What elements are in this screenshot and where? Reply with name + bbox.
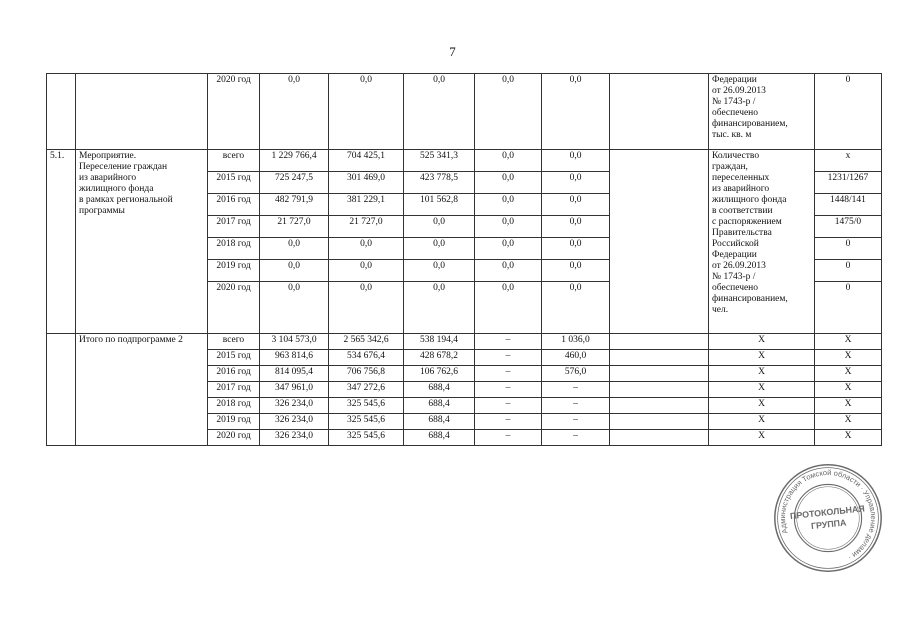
indicator-value-cell: 1448/141	[815, 194, 882, 216]
value-cell: 21 727,0	[260, 216, 329, 238]
value-cell: –	[542, 382, 610, 398]
value-cell: –	[542, 414, 610, 430]
value-cell: 688,4	[404, 398, 475, 414]
empty-cell	[610, 366, 709, 382]
year-cell: 2016 год	[208, 194, 260, 216]
budget-table	[46, 73, 882, 446]
value-cell: 0,0	[260, 238, 329, 260]
year-cell: 2018 год	[208, 398, 260, 414]
stamp-ring-text: Администрация Томской области · Управление делами ·	[778, 468, 878, 563]
indicator-value-cell: X	[815, 398, 882, 414]
table-row	[47, 74, 882, 150]
value-cell: 0,0	[542, 172, 610, 194]
value-cell: 325 545,6	[329, 414, 404, 430]
value-cell: 0,0	[404, 238, 475, 260]
indicator-value-cell: X	[815, 366, 882, 382]
value-cell: 381 229,1	[329, 194, 404, 216]
indicator-cell: X	[709, 366, 815, 382]
value-cell: 106 762,6	[404, 366, 475, 382]
indicator-cell: X	[709, 398, 815, 414]
value-cell: 2 565 342,6	[329, 334, 404, 350]
value-cell: 482 791,9	[260, 194, 329, 216]
empty-cell	[610, 74, 709, 150]
indicator-cell: X	[709, 414, 815, 430]
value-cell: 688,4	[404, 430, 475, 446]
empty-cell	[610, 414, 709, 430]
indicator-value-cell: X	[815, 414, 882, 430]
indicator-value-cell: X	[815, 382, 882, 398]
value-cell: 0,0	[542, 238, 610, 260]
value-cell: 301 469,0	[329, 172, 404, 194]
value-cell: 688,4	[404, 382, 475, 398]
year-cell: 2019 год	[208, 260, 260, 282]
value-cell: –	[475, 366, 542, 382]
table-row	[47, 150, 882, 172]
value-cell: 428 678,2	[404, 350, 475, 366]
value-cell: 21 727,0	[329, 216, 404, 238]
value-cell: 325 545,6	[329, 430, 404, 446]
value-cell: 576,0	[542, 366, 610, 382]
indicator-cell: X	[709, 430, 815, 446]
value-cell: 688,4	[404, 414, 475, 430]
value-cell: 101 562,8	[404, 194, 475, 216]
value-cell: 347 272,6	[329, 382, 404, 398]
value-cell: 1 229 766,4	[260, 150, 329, 172]
value-cell: 0,0	[475, 282, 542, 334]
value-cell: 0,0	[329, 282, 404, 334]
value-cell: 0,0	[260, 282, 329, 334]
indicator-value-cell: 0	[815, 282, 882, 334]
indicator-cell: X	[709, 334, 815, 350]
indicator-cell: Количество граждан, переселенных из аварийного жилищного фонда в соответствии с распоряжением Правительства Российской Федерации от 26.09.2013 № 1743-р / обеспечено финансированием, чел.	[709, 150, 815, 334]
value-cell: 326 234,0	[260, 430, 329, 446]
value-cell: 3 104 573,0	[260, 334, 329, 350]
table-row	[47, 334, 882, 350]
value-cell: 725 247,5	[260, 172, 329, 194]
year-cell: 2016 год	[208, 366, 260, 382]
stamp-line-2: ГРУППА	[810, 517, 847, 532]
value-cell: 325 545,6	[329, 398, 404, 414]
indicator-value-cell: 1475/0	[815, 216, 882, 238]
indicator-value-cell: x	[815, 150, 882, 172]
value-cell: 0,0	[475, 74, 542, 150]
value-cell: 460,0	[542, 350, 610, 366]
indicator-cell: X	[709, 382, 815, 398]
value-cell: –	[475, 414, 542, 430]
value-cell: 0,0	[329, 238, 404, 260]
value-cell: 347 961,0	[260, 382, 329, 398]
year-cell: 2015 год	[208, 350, 260, 366]
value-cell: 326 234,0	[260, 398, 329, 414]
value-cell: 0,0	[475, 150, 542, 172]
value-cell: –	[542, 430, 610, 446]
indicator-cell: X	[709, 350, 815, 366]
year-cell: 2015 год	[208, 172, 260, 194]
year-cell: 2017 год	[208, 216, 260, 238]
empty-cell	[610, 398, 709, 414]
total-name-cell: Итого по подпрограмме 2	[76, 334, 208, 446]
year-cell: 2018 год	[208, 238, 260, 260]
row-number-cell: 5.1.	[47, 150, 76, 334]
value-cell: 0,0	[260, 260, 329, 282]
value-cell: 525 341,3	[404, 150, 475, 172]
year-cell: 2020 год	[208, 430, 260, 446]
year-cell: 2020 год	[208, 74, 260, 150]
year-cell: 2020 год	[208, 282, 260, 334]
activity-name-cell: Мероприятие. Переселение граждан из аварийного жилищного фонда в рамках региональной программы	[76, 150, 208, 334]
value-cell: 0,0	[475, 260, 542, 282]
indicator-value-cell: 0	[815, 238, 882, 260]
value-cell: 0,0	[404, 282, 475, 334]
value-cell: –	[475, 334, 542, 350]
value-cell: 326 234,0	[260, 414, 329, 430]
activity-name-cell	[76, 74, 208, 150]
empty-cell	[610, 334, 709, 350]
indicator-cell: Федерации от 26.09.2013 № 1743-р / обеспечено финансированием, тыс. кв. м	[709, 74, 815, 150]
row-number-cell	[47, 334, 76, 446]
value-cell: 0,0	[404, 260, 475, 282]
empty-cell	[610, 430, 709, 446]
indicator-value-cell: X	[815, 350, 882, 366]
indicator-value-cell: 0	[815, 74, 882, 150]
year-cell: всего	[208, 150, 260, 172]
empty-cell	[610, 350, 709, 366]
page-number: 7	[449, 44, 456, 59]
value-cell: 963 814,6	[260, 350, 329, 366]
indicator-value-cell: 0	[815, 260, 882, 282]
value-cell: 0,0	[329, 74, 404, 150]
indicator-value-cell: 1231/1267	[815, 172, 882, 194]
value-cell: –	[475, 430, 542, 446]
value-cell: 0,0	[542, 216, 610, 238]
year-cell: всего	[208, 334, 260, 350]
year-cell: 2017 год	[208, 382, 260, 398]
indicator-value-cell: X	[815, 334, 882, 350]
value-cell: 423 778,5	[404, 172, 475, 194]
value-cell: 0,0	[329, 260, 404, 282]
value-cell: 538 194,4	[404, 334, 475, 350]
value-cell: 814 095,4	[260, 366, 329, 382]
value-cell: 0,0	[542, 260, 610, 282]
value-cell: 0,0	[475, 216, 542, 238]
protocol-group-stamp	[772, 462, 884, 574]
value-cell: 0,0	[542, 194, 610, 216]
value-cell: 0,0	[404, 216, 475, 238]
empty-cell	[610, 150, 709, 334]
value-cell: 0,0	[542, 74, 610, 150]
row-number-cell	[47, 74, 76, 150]
value-cell: 704 425,1	[329, 150, 404, 172]
empty-cell	[610, 382, 709, 398]
value-cell: 0,0	[475, 238, 542, 260]
value-cell: 0,0	[404, 74, 475, 150]
value-cell: 706 756,8	[329, 366, 404, 382]
value-cell: 0,0	[542, 150, 610, 172]
value-cell: –	[475, 350, 542, 366]
stamp-line-1: ПРОТОКОЛЬНАЯ	[789, 503, 866, 522]
value-cell: 0,0	[475, 194, 542, 216]
value-cell: 534 676,4	[329, 350, 404, 366]
value-cell: 0,0	[542, 282, 610, 334]
year-cell: 2019 год	[208, 414, 260, 430]
value-cell: 1 036,0	[542, 334, 610, 350]
value-cell: 0,0	[475, 172, 542, 194]
indicator-value-cell: X	[815, 430, 882, 446]
value-cell: –	[542, 398, 610, 414]
value-cell: –	[475, 382, 542, 398]
value-cell: 0,0	[260, 74, 329, 150]
value-cell: –	[475, 398, 542, 414]
